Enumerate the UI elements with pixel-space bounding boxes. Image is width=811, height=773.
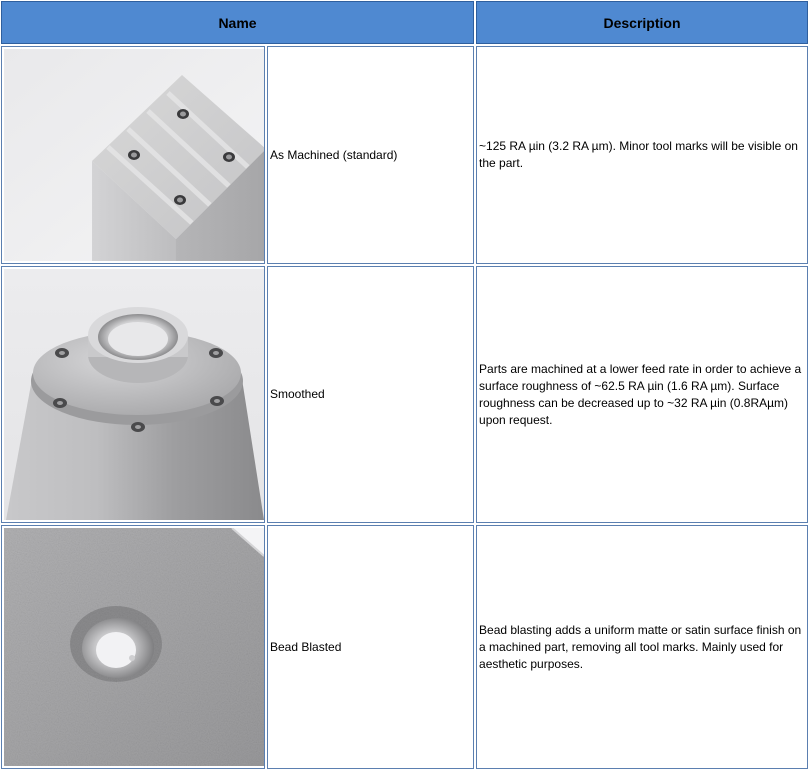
table-row xyxy=(1,266,808,523)
bead-blasted-aluminum-plate-photo xyxy=(4,528,264,766)
name-cell: Smoothed xyxy=(267,266,474,523)
machined-aluminum-block-photo xyxy=(4,49,264,261)
name-cell: Bead Blasted xyxy=(267,525,474,769)
image-cell xyxy=(1,525,265,769)
image-cell xyxy=(1,266,265,523)
smoothed-aluminum-flange-photo xyxy=(4,269,264,520)
description-cell: ~125 RA µin (3.2 RA µm). Minor tool marks will be visible on the part. xyxy=(476,46,808,264)
description-cell: Bead blasting adds a uniform matte or satin surface finish on a machined part, removing all tool marks. Mainly used for aesthetic purposes. xyxy=(476,525,808,769)
description-cell: Parts are machined at a lower feed rate in order to achieve a surface roughness of ~62.5 RA µin (1.6 RA µm). Surface roughness can be decreased up to ~32 RA µin (0.8RAµm) upon request. xyxy=(476,266,808,523)
table-row xyxy=(1,46,808,264)
name-cell: As Machined (standard) xyxy=(267,46,474,264)
image-cell xyxy=(1,46,265,264)
header-row xyxy=(1,1,808,44)
table-row xyxy=(1,525,808,769)
description-column-header: Description xyxy=(476,1,808,44)
name-column-header: Name xyxy=(1,1,474,44)
